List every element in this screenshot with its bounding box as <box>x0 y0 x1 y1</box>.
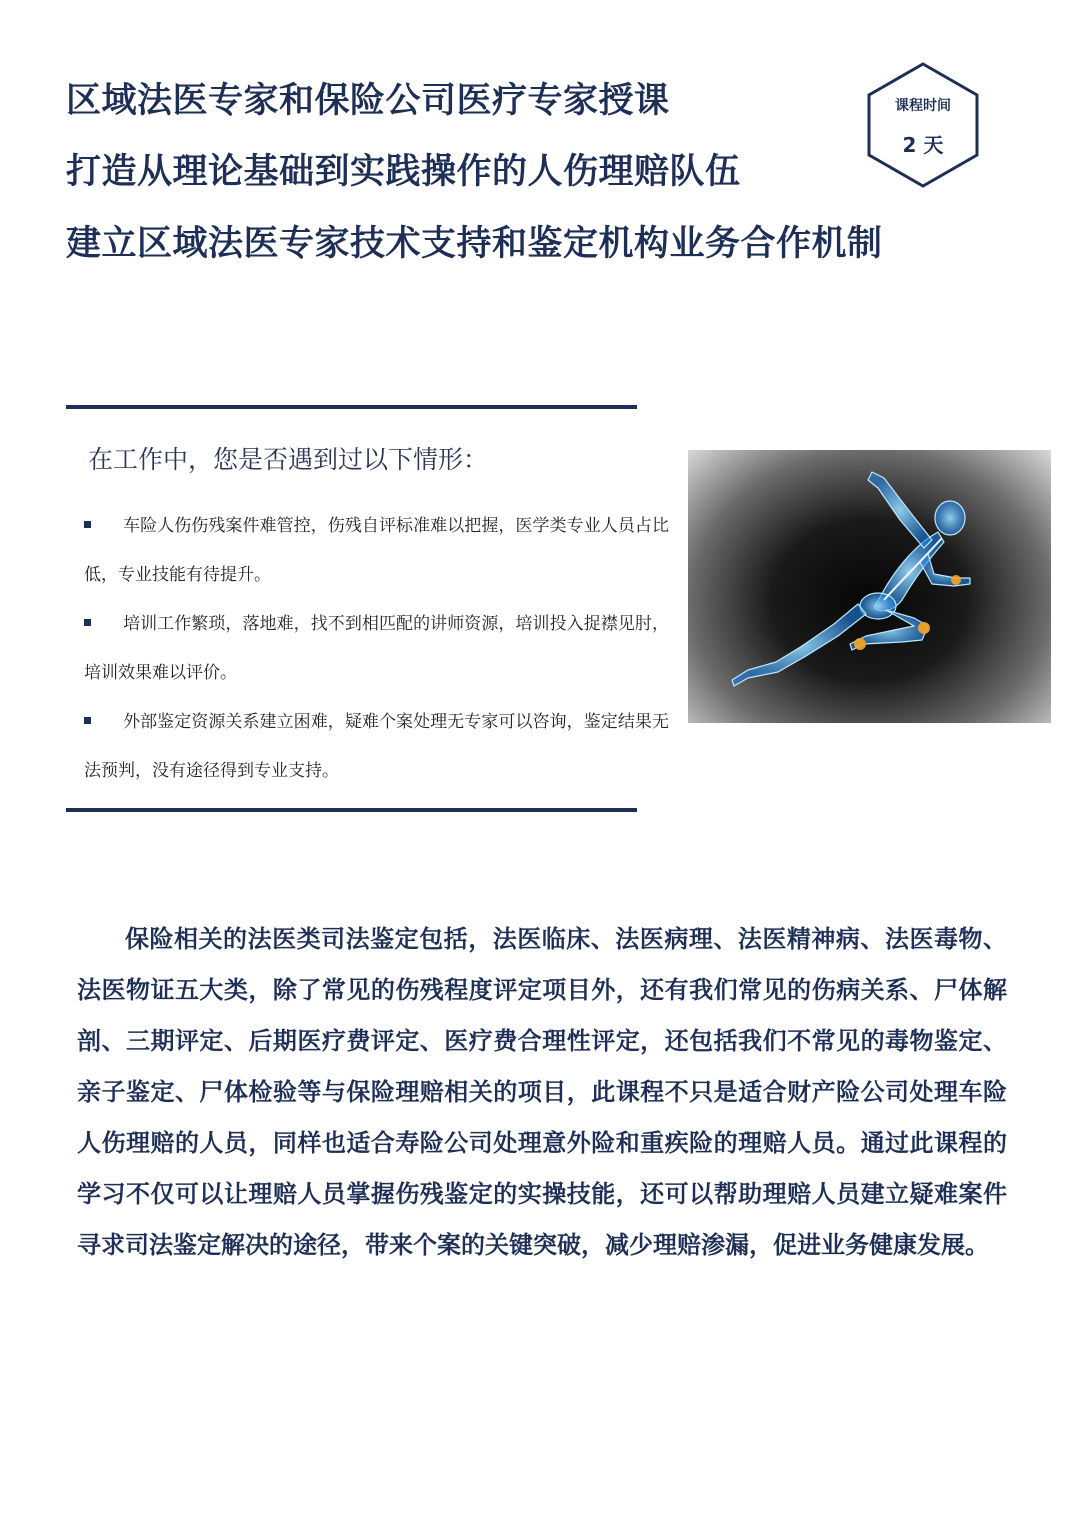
course-description: 保险相关的法医类司法鉴定包括，法医临床、法医病理、法医精神病、法医毒物、法医物证五大类，除了常见的伤残程度评定项目外，还有我们常见的伤病关系、尸体解剖、三期评定、后期医疗费评定、医疗费合理性评定，还包括我们不常见的毒物鉴定、亲子鉴定、尸体检验等与保险理赔相关的项目，此课程不只是适合财产险公司处理车险人伤理赔的人员，同样也适合寿险公司处理意外险和重疾险的理赔人员。通过此课程的学习不仅可以让理赔人员掌握伤残鉴定的实操技能，还可以帮助理赔人员建立疑难案件寻求司法鉴定解决的途径，带来个案的关键突破，减少理赔渗漏，促进业务健康发展。 <box>77 925 1007 1259</box>
badge-label: 课程时间 <box>895 98 951 114</box>
course-duration-badge <box>867 62 979 188</box>
sprinting-skeleton-icon <box>688 450 1051 723</box>
list-item <box>84 600 669 698</box>
headline-1: 区域法医专家和保险公司医疗专家授课 <box>66 81 670 121</box>
headline-3: 建立区域法医专家技术支持和鉴定机构业务合作机制 <box>66 224 883 264</box>
situation-question: 在工作中，您是否遇到过以下情形： <box>88 445 489 474</box>
list-item-text: 车险人伤伤残案件难管控，伤残自评标准难以把握，医学类专业人员占比低，专业技能有待提升。 <box>84 516 669 585</box>
badge-value: 2 天 <box>902 133 944 157</box>
headline-2: 打造从理论基础到实践操作的人伤理赔队伍 <box>66 152 741 192</box>
list-item-text: 培训工作繁琐，落地难，找不到相匹配的讲师资源，培训投入捉襟见肘， 培训效果难以评价。 <box>84 614 669 683</box>
square-bullet-icon <box>84 521 91 528</box>
situation-list <box>84 502 669 796</box>
list-item <box>84 502 669 600</box>
divider-top <box>66 405 637 409</box>
square-bullet-icon <box>84 619 91 626</box>
hexagon-icon <box>867 62 979 188</box>
square-bullet-icon <box>84 717 91 724</box>
divider-bottom <box>66 808 637 812</box>
list-item-text: 外部鉴定资源关系建立困难，疑难个案处理无专家可以咨询，鉴定结果无法预判，没有途径得到专业支持。 <box>84 712 669 781</box>
list-item <box>84 698 669 796</box>
runner-skeleton-image <box>688 450 1051 723</box>
